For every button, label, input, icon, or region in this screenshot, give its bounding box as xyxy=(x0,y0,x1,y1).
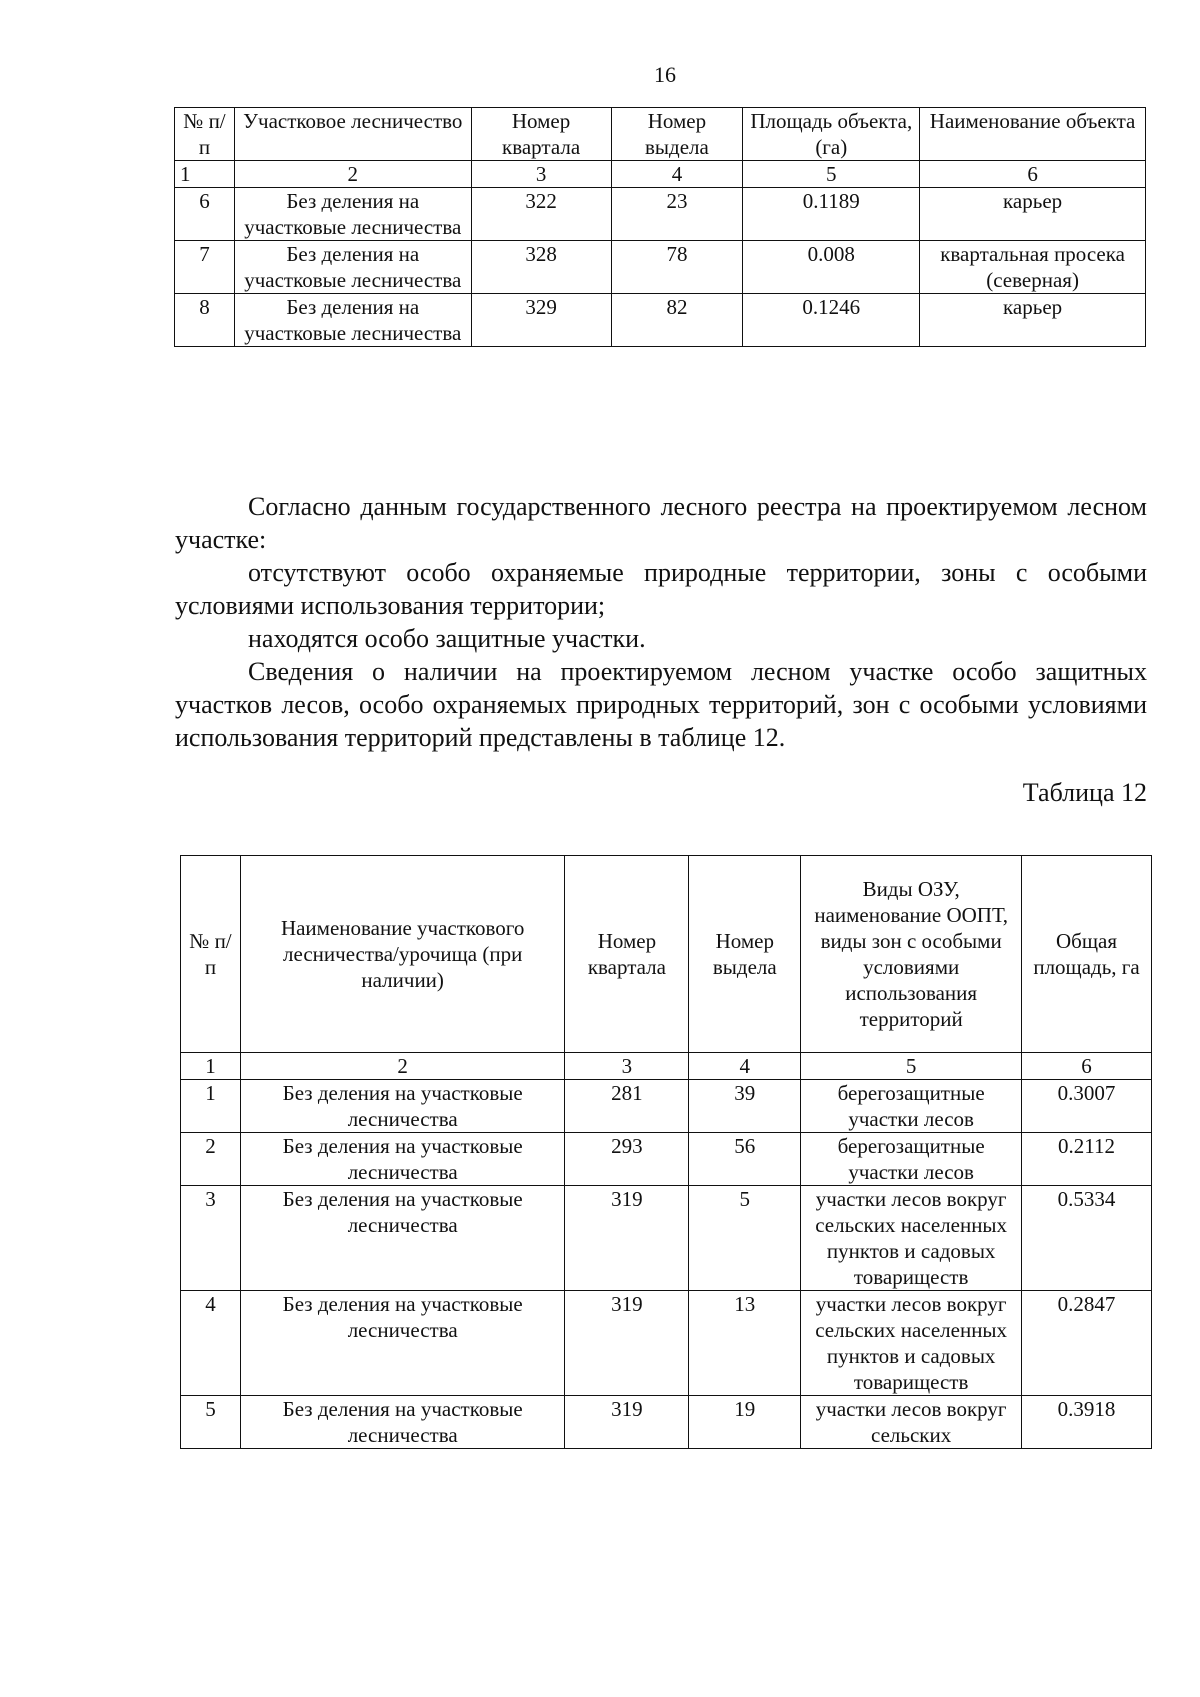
vydel-number: 39 xyxy=(689,1080,801,1133)
object-area: 0.1246 xyxy=(743,294,920,347)
vydel-number: 56 xyxy=(689,1133,801,1186)
forestry-name: Без деления на участковые лесничества xyxy=(240,1396,565,1449)
ozu-type: берегозащитные участки лесов xyxy=(801,1080,1022,1133)
paragraph: отсутствуют особо охраняемые природные территории, зоны с особыми условиями использования территории; xyxy=(175,558,1147,620)
column-number: 1 xyxy=(175,161,235,188)
forestry-name: Без деления на участковые лесничества xyxy=(234,294,471,347)
vydel-number: 5 xyxy=(689,1186,801,1291)
ozu-type: участки лесов вокруг сельских населенных пунктов и садовых товариществ xyxy=(801,1291,1022,1396)
table-row xyxy=(181,1080,1152,1133)
kvartal-number: 329 xyxy=(471,294,611,347)
header-cell: № п/п xyxy=(181,856,241,1053)
row-number: 7 xyxy=(175,241,235,294)
header-cell: Номер квартала xyxy=(565,856,689,1053)
table-row xyxy=(181,1186,1152,1291)
kvartal-number: 319 xyxy=(565,1186,689,1291)
kvartal-number: 281 xyxy=(565,1080,689,1133)
vydel-number: 13 xyxy=(689,1291,801,1396)
column-number: 5 xyxy=(801,1053,1022,1080)
column-number: 3 xyxy=(471,161,611,188)
header-cell: Участковое лесничество xyxy=(234,108,471,161)
body-text xyxy=(175,490,1147,754)
forestry-name: Без деления на участковые лесничества xyxy=(240,1291,565,1396)
forestry-name: Без деления на участковые лесничества xyxy=(240,1186,565,1291)
kvartal-number: 322 xyxy=(471,188,611,241)
ozu-type: участки лесов вокруг сельских населенных пунктов и садовых товариществ xyxy=(801,1186,1022,1291)
paragraph: Сведения о наличии на проектируемом лесном участке особо защитных участков лесов, особо охраняемых природных территорий, зон с особыми условиями использования территорий представлены в таблице 12. xyxy=(175,657,1147,752)
paragraph: находятся особо защитные участки. xyxy=(248,624,646,653)
header-cell: № п/п xyxy=(175,108,235,161)
object-name: квартальная просека (северная) xyxy=(920,241,1146,294)
row-number: 2 xyxy=(181,1133,241,1186)
object-area: 0.008 xyxy=(743,241,920,294)
object-name: карьер xyxy=(920,188,1146,241)
column-number: 1 xyxy=(181,1053,241,1080)
row-number: 5 xyxy=(181,1396,241,1449)
paragraph: Согласно данным государственного лесного реестра на проектируемом лесном участке: xyxy=(175,492,1147,554)
forestry-name: Без деления на участковые лесничества xyxy=(240,1080,565,1133)
column-number: 2 xyxy=(234,161,471,188)
header-cell: Виды ОЗУ, наименование ООПТ, виды зон с особыми условиями использования территорий xyxy=(801,856,1022,1053)
kvartal-number: 328 xyxy=(471,241,611,294)
table-row xyxy=(175,294,1146,347)
object-area: 0.1189 xyxy=(743,188,920,241)
table-row xyxy=(181,1396,1152,1449)
row-number: 8 xyxy=(175,294,235,347)
table-caption: Таблица 12 xyxy=(1022,778,1147,807)
table-1 xyxy=(174,107,1146,347)
vydel-number: 78 xyxy=(611,241,743,294)
row-number: 4 xyxy=(181,1291,241,1396)
table-row xyxy=(181,1133,1152,1186)
total-area: 0.5334 xyxy=(1022,1186,1152,1291)
kvartal-number: 319 xyxy=(565,1396,689,1449)
column-number: 6 xyxy=(1022,1053,1152,1080)
header-cell: Площадь объекта, (га) xyxy=(743,108,920,161)
table-12 xyxy=(180,855,1152,1449)
ozu-type: берегозащитные участки лесов xyxy=(801,1133,1022,1186)
forestry-name: Без деления на участковые лесничества xyxy=(234,241,471,294)
column-number: 4 xyxy=(689,1053,801,1080)
total-area: 0.3007 xyxy=(1022,1080,1152,1133)
header-cell: Номер квартала xyxy=(471,108,611,161)
ozu-type: участки лесов вокруг сельских xyxy=(801,1396,1022,1449)
row-number: 6 xyxy=(175,188,235,241)
object-name: карьер xyxy=(920,294,1146,347)
header-cell: Наименование участкового лесничества/урочища (при наличии) xyxy=(240,856,565,1053)
vydel-number: 23 xyxy=(611,188,743,241)
header-cell: Номер выдела xyxy=(611,108,743,161)
header-cell: Общая площадь, га xyxy=(1022,856,1152,1053)
column-number: 5 xyxy=(743,161,920,188)
header-cell: Номер выдела xyxy=(689,856,801,1053)
total-area: 0.3918 xyxy=(1022,1396,1152,1449)
page-number: 16 xyxy=(654,62,676,87)
total-area: 0.2112 xyxy=(1022,1133,1152,1186)
forestry-name: Без деления на участковые лесничества xyxy=(240,1133,565,1186)
kvartal-number: 319 xyxy=(565,1291,689,1396)
forestry-name: Без деления на участковые лесничества xyxy=(234,188,471,241)
row-number: 3 xyxy=(181,1186,241,1291)
row-number: 1 xyxy=(181,1080,241,1133)
total-area: 0.2847 xyxy=(1022,1291,1152,1396)
column-number: 3 xyxy=(565,1053,689,1080)
table-row xyxy=(175,241,1146,294)
table-row xyxy=(175,188,1146,241)
column-number: 6 xyxy=(920,161,1146,188)
table-row xyxy=(181,1291,1152,1396)
column-number: 2 xyxy=(240,1053,565,1080)
vydel-number: 82 xyxy=(611,294,743,347)
header-cell: Наименование объекта xyxy=(920,108,1146,161)
column-number: 4 xyxy=(611,161,743,188)
vydel-number: 19 xyxy=(689,1396,801,1449)
kvartal-number: 293 xyxy=(565,1133,689,1186)
